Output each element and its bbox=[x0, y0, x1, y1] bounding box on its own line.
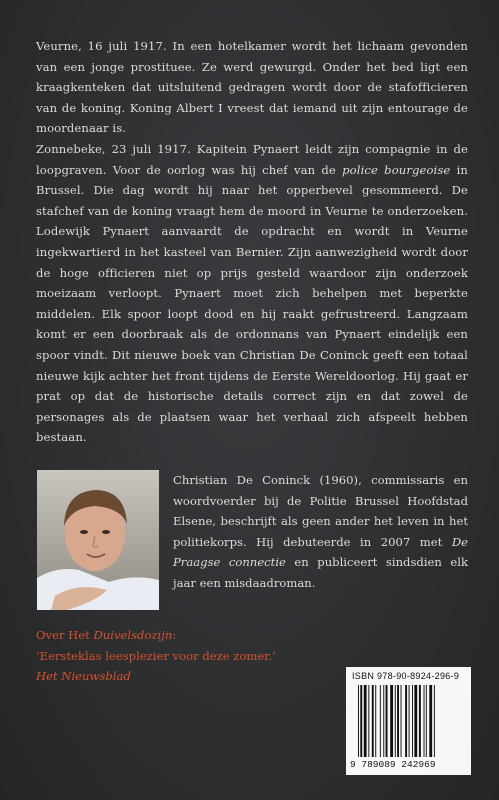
review-quote: ‘Eersteklas leesplezier voor deze zomer.’ bbox=[36, 648, 276, 663]
italic-title: police bourgeoise bbox=[342, 162, 451, 177]
barcode-digits: 9 789089 242969 bbox=[350, 759, 436, 770]
author-photo bbox=[37, 470, 159, 610]
synopsis-paragraph bbox=[36, 139, 468, 448]
text-run: in Brussel. Die dag wordt hij naar het opperbevel gesommeerd. De stafchef van de koning vraagt hem de moord in Veurne te onderzoeken. Lodewijk Pynaert aanvaardt de opdracht en wordt in Veurne ingekwartierd in het kasteel van Bernier. Zijn aanwezigheid wordt door de hoge officieren niet op prijs gesteld waardoor zijn onderzoek moeizaam verloopt. Pynaert moet zich behelpen met beperkte middelen. Elk spoor loopt dood en hij raakt gefrustreerd. Langzaam komt er een doorbraak als de ordonnans van Pynaert eindelijk een spoor vindt. Dit nieuwe boek van Christian De Coninck geeft een totaal nieuwe kijk achter het front tijdens de Eerste Wereldoorlog. Hij gaat er prat op dat de historische details correct zijn en dat zowel de personages als de plaatsen waar het verhaal zich afspeelt hebben bestaan. bbox=[36, 162, 468, 445]
text-run: en publiceert sindsdien elk jaar een misdaadroman. bbox=[173, 555, 468, 590]
isbn-text: ISBN 978-90-8924-296-9 bbox=[352, 671, 460, 681]
review-block bbox=[36, 625, 356, 687]
barcode-image bbox=[356, 685, 466, 757]
review-intro: Over Het Duivelsdozijn: bbox=[36, 628, 177, 642]
author-bio bbox=[173, 470, 468, 594]
intro-paragraph bbox=[36, 36, 468, 139]
review-book-title: Duivelsdozijn bbox=[93, 628, 173, 642]
italic-title: De Praagse connectie bbox=[173, 534, 468, 570]
text-run: Christian De Coninck (1960), commissaris en woordvoerder bij de Politie Brussel Hoofdstad Elsene, beschrijft als geen ander het leven in het politiekorps. Hij debuteerde in 2007 met bbox=[173, 473, 468, 549]
text-run: Veurne, 16 juli 1917. In een hotelkamer wordt het lichaam gevonden van een jonge prostituee. Ze werd gewurgd. Onder het bed ligt een kraagkenteken dat uitsluitend gedragen wordt door de stafofficieren van de koning. Koning Albert I vreest dat iemand uit zijn entourage de moordenaar is. bbox=[36, 39, 468, 136]
barcode-label bbox=[346, 667, 471, 775]
review-source: Het Nieuwsblad bbox=[36, 669, 131, 684]
text-run: Zonnebeke, 23 juli 1917. Kapitein Pynaert leidt zijn compagnie in de loopgraven. Voor de oorlog was hij chef van de bbox=[36, 142, 468, 177]
